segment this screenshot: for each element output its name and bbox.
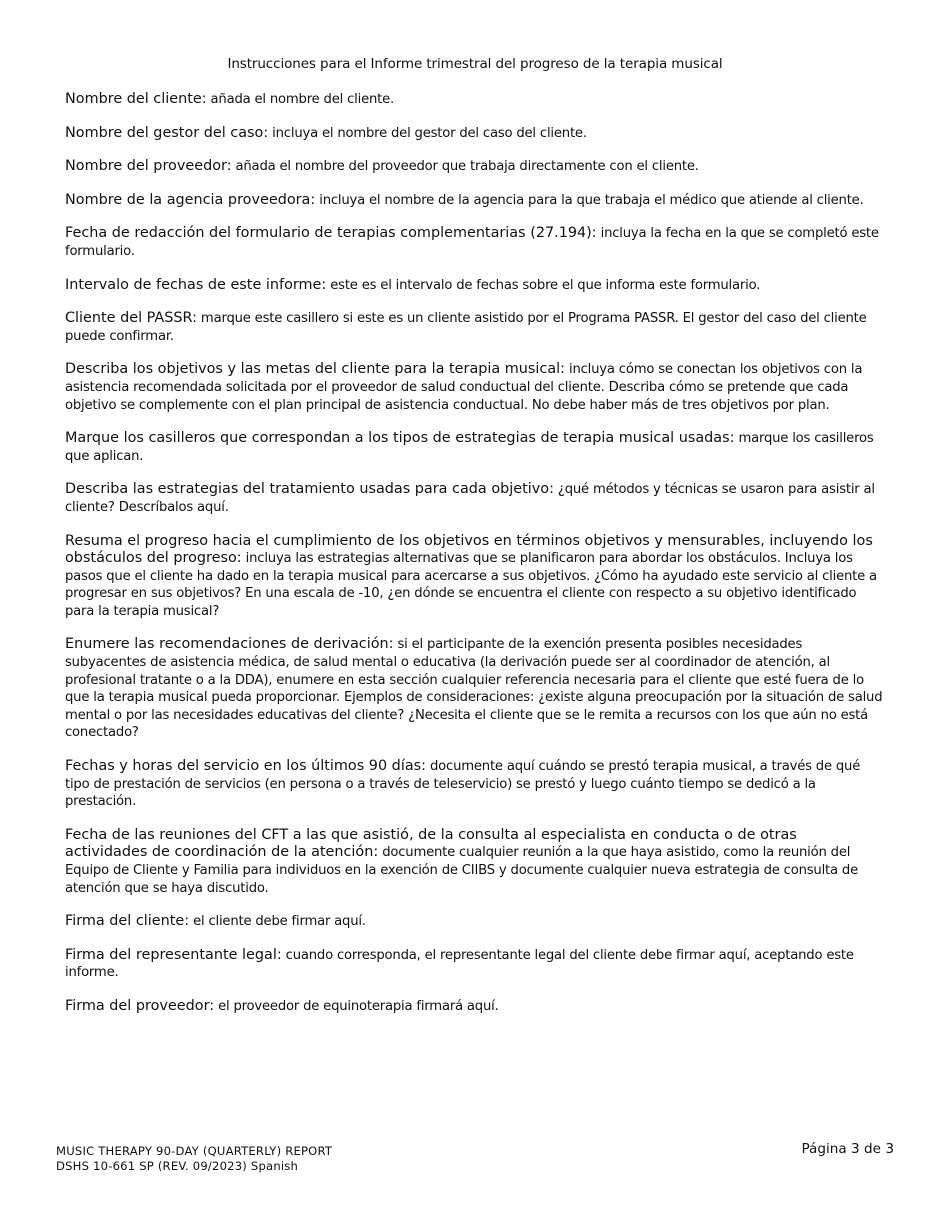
entry-label: Nombre del gestor del caso:	[65, 124, 269, 141]
entry-label: Fecha de las reuniones del CFT a las que asistió, de la consulta al especialista en conducta o de otras actividades de coordinación de la atención:	[65, 826, 797, 861]
entry-progress-summary	[65, 533, 883, 621]
entry-client-signature	[65, 913, 883, 931]
entry-form-date	[65, 225, 883, 260]
entry-strategy-types	[65, 430, 883, 465]
entry-label: Fechas y horas del servicio en los últimos 90 días:	[65, 758, 426, 775]
entry-text: el proveedor de equinoterapia firmará aquí.	[214, 998, 499, 1014]
footer-form-name: MUSIC THERAPY 90-DAY (QUARTERLY) REPORT	[56, 1144, 333, 1158]
entry-label: Firma del representante legal:	[65, 946, 282, 963]
entry-text: incluya las estrategias alternativas que se planificaron para abordar los obstáculos. Incluya los pasos que el cliente ha dado en la terapia musical para acercarse a sus objetivos. ¿Cómo ha ayudado este servicio al cliente a progresar en sus objetivos? En una escala de -10, ¿en dónde se encuentra el cliente con respecto a su objetivo identificado para la terapia musical?	[65, 551, 877, 619]
footer-form-number: DSHS 10-661 SP (REV. 09/2023) Spanish	[56, 1159, 299, 1173]
entry-text: incluya cómo se conectan los objetivos con la asistencia recomendada solicitada por el proveedor de salud conductual del cliente. Describa cómo se pretende que cada objetivo se complemente con el plan principal de asistencia conductual. No debe haber más de tres objetivos por plan.	[65, 362, 863, 413]
entry-provider-name	[65, 158, 883, 176]
entry-text: marque los casilleros que aplican.	[65, 431, 874, 464]
entry-label: Nombre de la agencia proveedora:	[65, 191, 316, 208]
entry-label: Describa los objetivos y las metas del cliente para la terapia musical:	[65, 361, 566, 378]
entry-label: Describa las estrategias del tratamiento usadas para cada objetivo:	[65, 481, 554, 498]
entry-label: Resuma el progreso hacia el cumplimiento de los objetivos en términos objetivos y mensurables, incluyendo los obstáculos del progreso:	[65, 532, 873, 567]
entry-label: Fecha de redacción del formulario de terapias complementarias (27.194):	[65, 225, 597, 242]
entry-text: incluya el nombre de la agencia para la que trabaja el médico que atiende al cliente.	[315, 192, 864, 208]
entry-client-name	[65, 91, 883, 109]
instructions-list	[65, 91, 883, 1032]
footer-form-info	[56, 1144, 332, 1174]
entry-provider-agency	[65, 192, 883, 210]
entry-text: incluya la fecha en la que se completó este formulario.	[65, 226, 879, 259]
entry-referrals	[65, 636, 883, 742]
entry-text: incluya el nombre del gestor del caso del cliente.	[268, 125, 587, 141]
entry-text: añada el nombre del cliente.	[206, 92, 395, 107]
entry-label: Enumere las recomendaciones de derivación:	[65, 636, 394, 653]
entry-text: el cliente debe firmar aquí.	[189, 914, 366, 930]
entry-text: documente aquí cuándo se prestó terapia musical, a través de qué tipo de prestación de servicios (en persona o a través de teleservicio) se prestó y luego cuánto tiempo se dedicó a la prestación.	[65, 759, 861, 810]
entry-passr	[65, 310, 883, 345]
entry-label: Nombre del proveedor:	[65, 158, 232, 175]
entry-label: Nombre del cliente:	[65, 91, 207, 107]
entry-provider-signature	[65, 998, 883, 1016]
entry-label: Firma del cliente:	[65, 913, 190, 930]
entry-text: marque este casillero si este es un cliente asistido por el Programa PASSR. El gestor del caso del cliente puede confirmar.	[65, 311, 867, 344]
entry-text: si el participante de la exención presenta posibles necesidades subyacentes de asistencia médica, de salud mental o educativa (la derivación puede ser al coordinador de atención, al profesional tratante o a la DDA), enumere en esta sección cualquier referencia necesaria para el cliente que esté fuera de lo que la terapia musical pueda proporcionar. Ejemplos de consideraciones: ¿existe alguna preocupación por la situación de salud mental o por las necesidades educativas del cliente? ¿Necesita el cliente que se le remita a recursos con los que aún no está conectado?	[65, 637, 883, 741]
entry-service-dates	[65, 758, 883, 811]
entry-goals	[65, 361, 883, 414]
page-title: Instrucciones para el Informe trimestral del progreso de la terapia musical	[227, 56, 723, 72]
footer-page-number: Página 3 de 3	[801, 1141, 894, 1157]
entry-legal-rep-signature	[65, 947, 883, 982]
entry-label: Intervalo de fechas de este informe:	[65, 276, 327, 293]
entry-cft-meetings	[65, 827, 883, 897]
entry-text: añada el nombre del proveedor que trabaja directamente con el cliente.	[231, 159, 699, 175]
entry-date-range	[65, 277, 883, 295]
entry-case-manager	[65, 125, 883, 143]
entry-treatment-strategies	[65, 481, 883, 516]
entry-text: cuando corresponda, el representante legal del cliente debe firmar aquí, aceptando este informe.	[65, 947, 854, 981]
entry-label: Firma del proveedor:	[65, 997, 215, 1014]
entry-label: Marque los casilleros que correspondan a los tipos de estrategias de terapia musical usadas:	[65, 430, 735, 447]
entry-text: este es el intervalo de fechas sobre el que informa este formulario.	[326, 277, 761, 293]
entry-label: Cliente del PASSR:	[65, 310, 197, 327]
entry-text: ¿qué métodos y técnicas se usaron para asistir al cliente? Descríbalos aquí.	[65, 482, 875, 515]
entry-text: documente cualquier reunión a la que haya asistido, como la reunión del Equipo de Cliente y Familia para individuos en la exención de CIIBS y documente cualquier nueva estrategia de consulta de atención que se haya discutido.	[65, 845, 858, 896]
